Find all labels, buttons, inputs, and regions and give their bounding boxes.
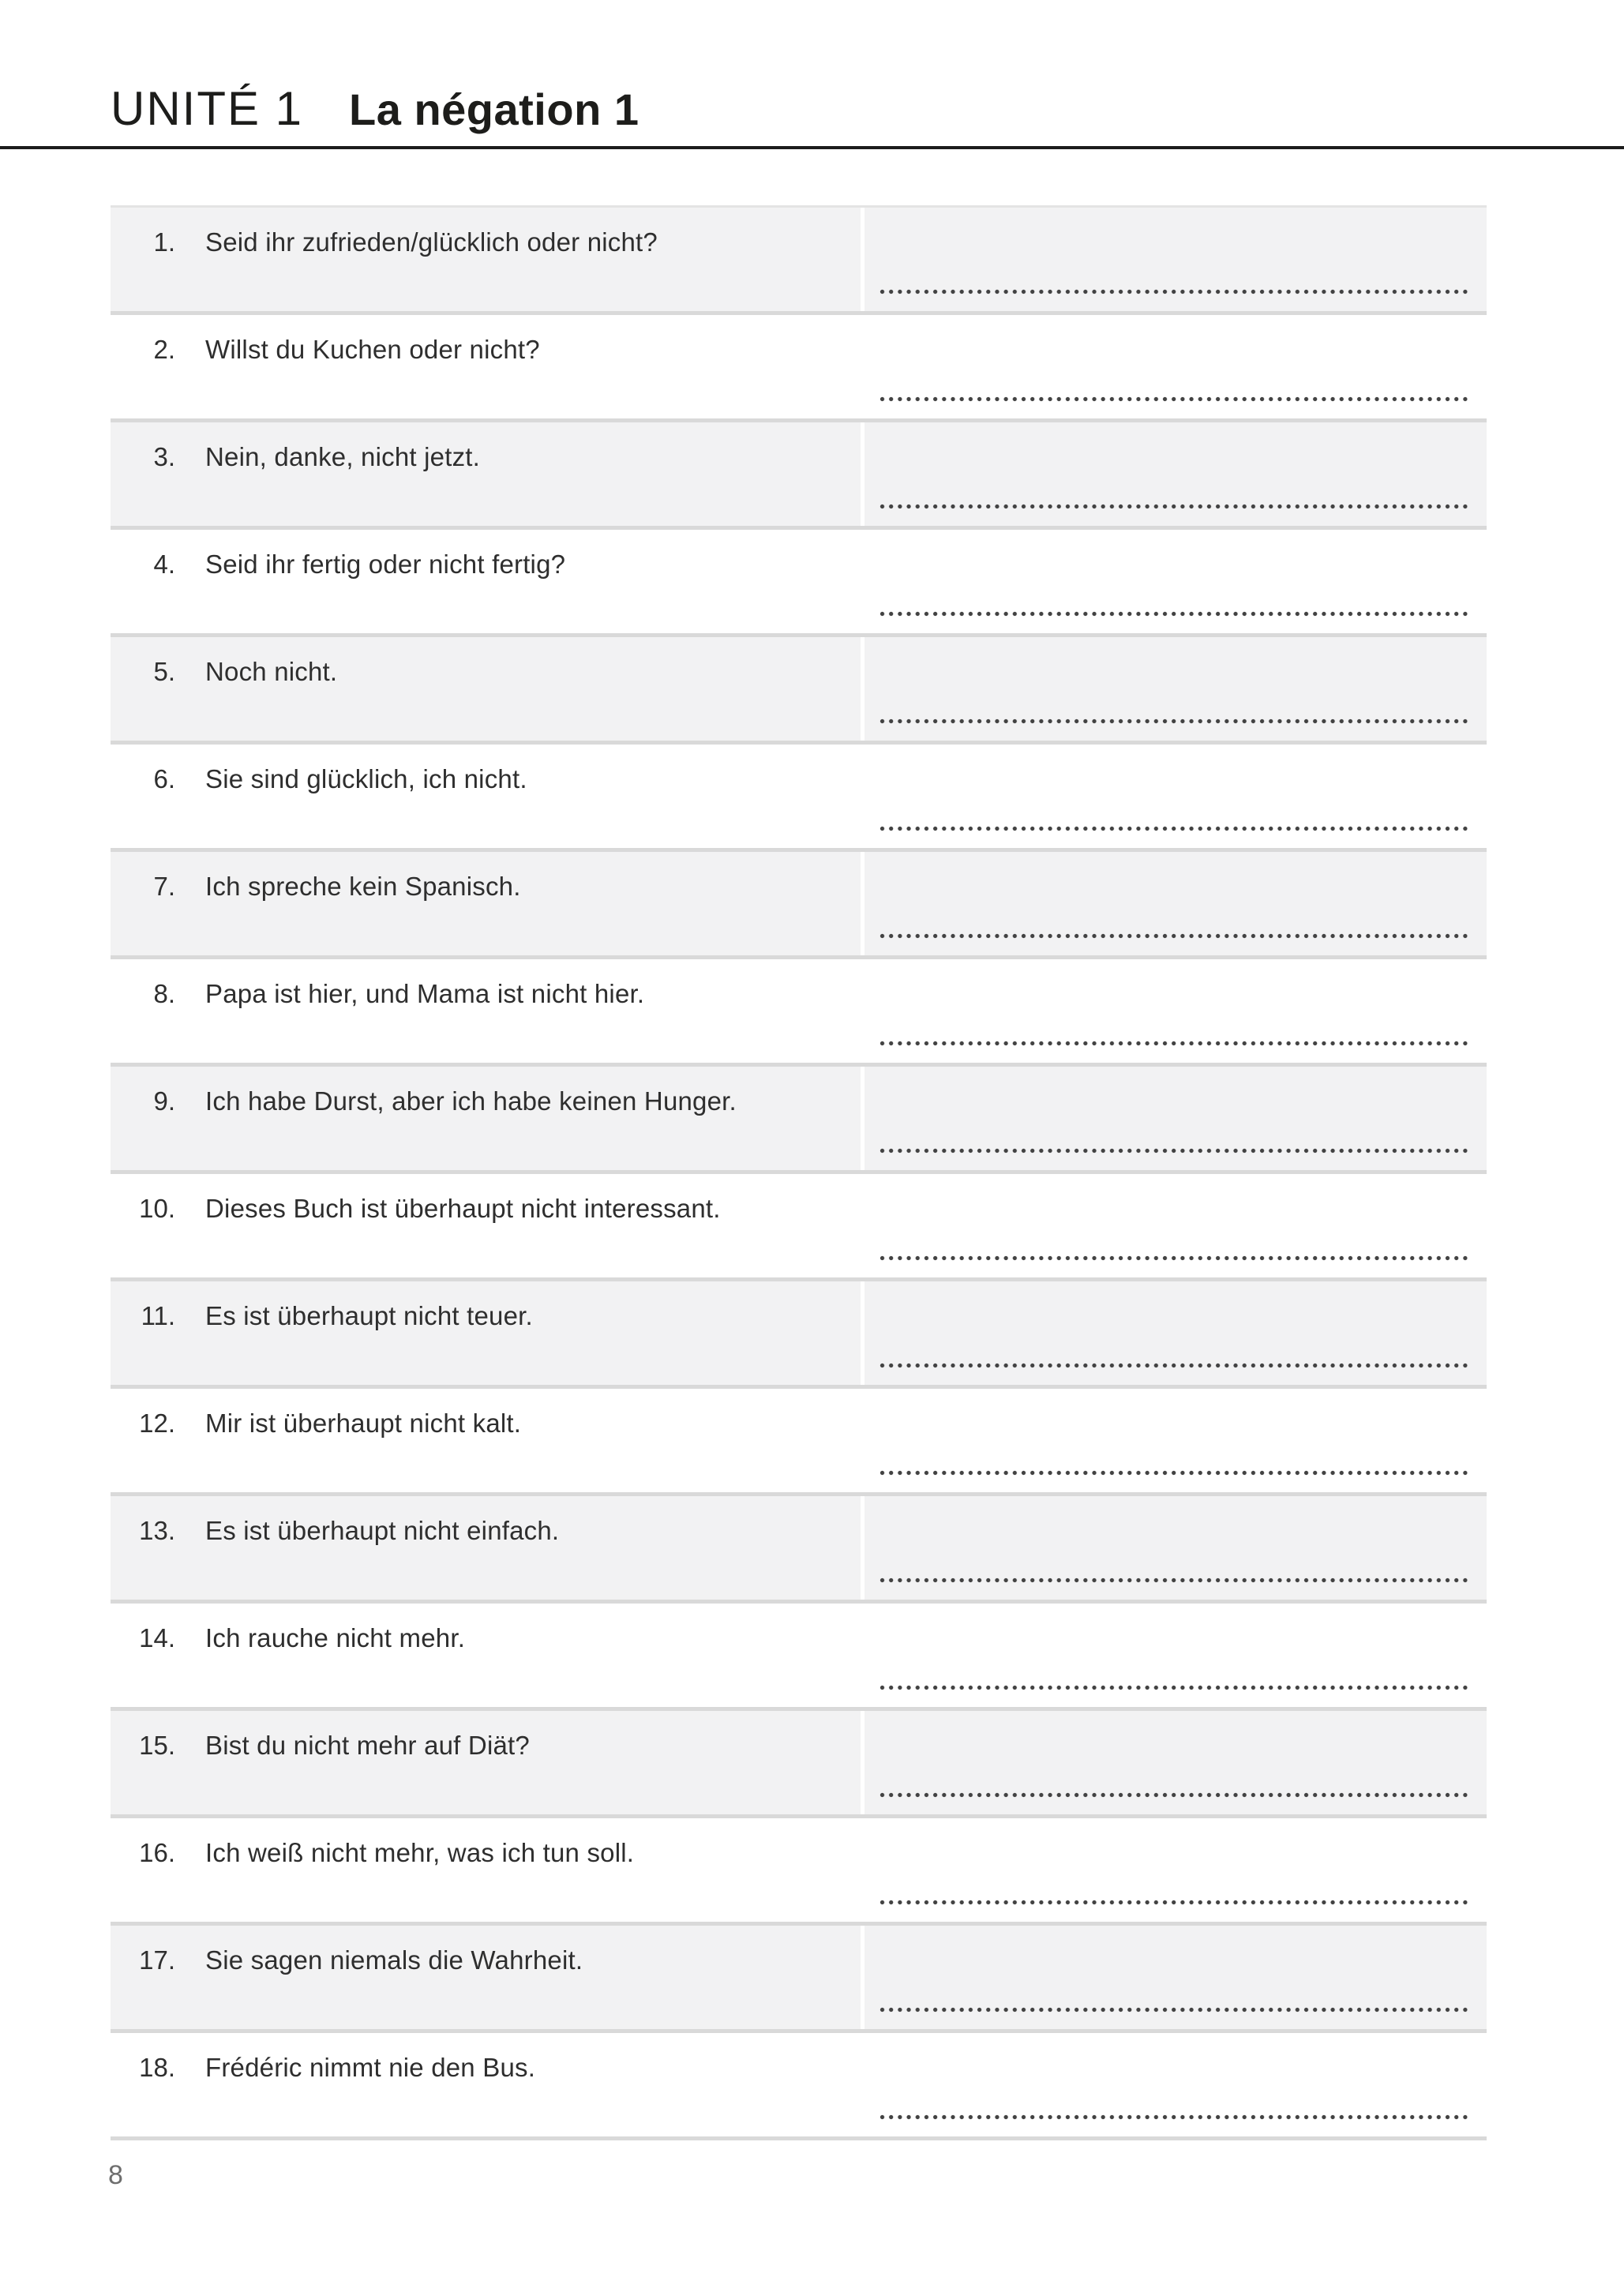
item-sentence: Frédéric nimmt nie den Bus. [205,2053,536,2082]
exercise-row [111,1818,1487,1926]
item-sentence: Ich rauche nicht mehr. [205,1623,466,1652]
item-sentence: Sie sagen niemals die Wahrheit. [205,1945,583,1975]
page-number: 8 [108,2160,123,2190]
exercise-row [111,959,1487,1067]
exercise-row [111,315,1487,422]
item-number: 13. [139,1516,175,1545]
item-number: 18. [139,2053,175,2082]
answer-line [880,1255,1468,1262]
answer-line [880,2114,1468,2121]
page-header [111,82,639,135]
answer-line [880,1148,1468,1154]
item-sentence: Sie sind glücklich, ich nicht. [205,764,527,793]
answer-line [880,504,1468,510]
item-sentence: Es ist überhaupt nicht teuer. [205,1301,533,1330]
item-sentence: Ich weiß nicht mehr, was ich tun soll. [205,1838,635,1867]
exercise-row [111,1604,1487,1711]
answer-line [880,396,1468,403]
exercise-row [111,1711,1487,1818]
exercise-list [111,205,1487,2140]
exercise-row [111,637,1487,745]
item-sentence: Mir ist überhaupt nicht kalt. [205,1409,522,1438]
item-number: 5. [153,657,175,686]
item-number: 15. [139,1731,175,1760]
exercise-row [111,852,1487,959]
answer-line [880,611,1468,617]
answer-line [880,826,1468,832]
exercise-row [111,1067,1487,1174]
page-title: La négation 1 [349,84,639,134]
item-sentence: Seid ihr fertig oder nicht fertig? [205,550,566,579]
answer-line [880,1900,1468,1906]
item-number: 9. [153,1086,175,1116]
item-number: 3. [153,442,175,471]
item-sentence: Seid ihr zufrieden/glücklich oder nicht? [205,227,658,257]
item-number: 14. [139,1623,175,1652]
item-sentence: Noch nicht. [205,657,338,686]
exercise-row [111,1389,1487,1496]
exercise-row [111,208,1487,315]
item-sentence: Es ist überhaupt nicht einfach. [205,1516,560,1545]
item-number: 4. [153,550,175,579]
item-sentence: Bist du nicht mehr auf Diät? [205,1731,530,1760]
answer-line [880,2007,1468,2013]
item-number: 10. [139,1194,175,1223]
item-number: 8. [153,979,175,1008]
item-number: 6. [153,764,175,793]
exercise-row [111,530,1487,637]
exercise-row [111,1926,1487,2033]
item-sentence: Dieses Buch ist überhaupt nicht interessant. [205,1194,721,1223]
item-number: 16. [139,1838,175,1867]
header-rule [0,146,1624,149]
item-number: 2. [153,335,175,364]
exercise-row [111,1281,1487,1389]
exercise-row [111,1496,1487,1604]
answer-line [880,1685,1468,1691]
answer-line [880,718,1468,725]
item-sentence: Nein, danke, nicht jetzt. [205,442,481,471]
item-sentence: Ich spreche kein Spanisch. [205,872,521,901]
item-sentence: Ich habe Durst, aber ich habe keinen Hunger. [205,1086,737,1116]
answer-line [880,1470,1468,1476]
answer-line [880,289,1468,295]
answer-line [880,1792,1468,1799]
exercise-row [111,2033,1487,2140]
exercise-row [111,422,1487,530]
answer-line [880,1041,1468,1047]
exercise-row [111,745,1487,852]
item-sentence: Willst du Kuchen oder nicht? [205,335,540,364]
answer-line [880,1577,1468,1584]
item-number: 7. [153,872,175,901]
unit-label: UNITÉ 1 [111,82,304,135]
exercise-row [111,1174,1487,1281]
answer-line [880,933,1468,940]
answer-line [880,1363,1468,1369]
item-sentence: Papa ist hier, und Mama ist nicht hier. [205,979,645,1008]
item-number: 17. [139,1945,175,1975]
item-number: 12. [139,1409,175,1438]
item-number: 1. [153,227,175,257]
item-number: 11. [141,1301,175,1330]
